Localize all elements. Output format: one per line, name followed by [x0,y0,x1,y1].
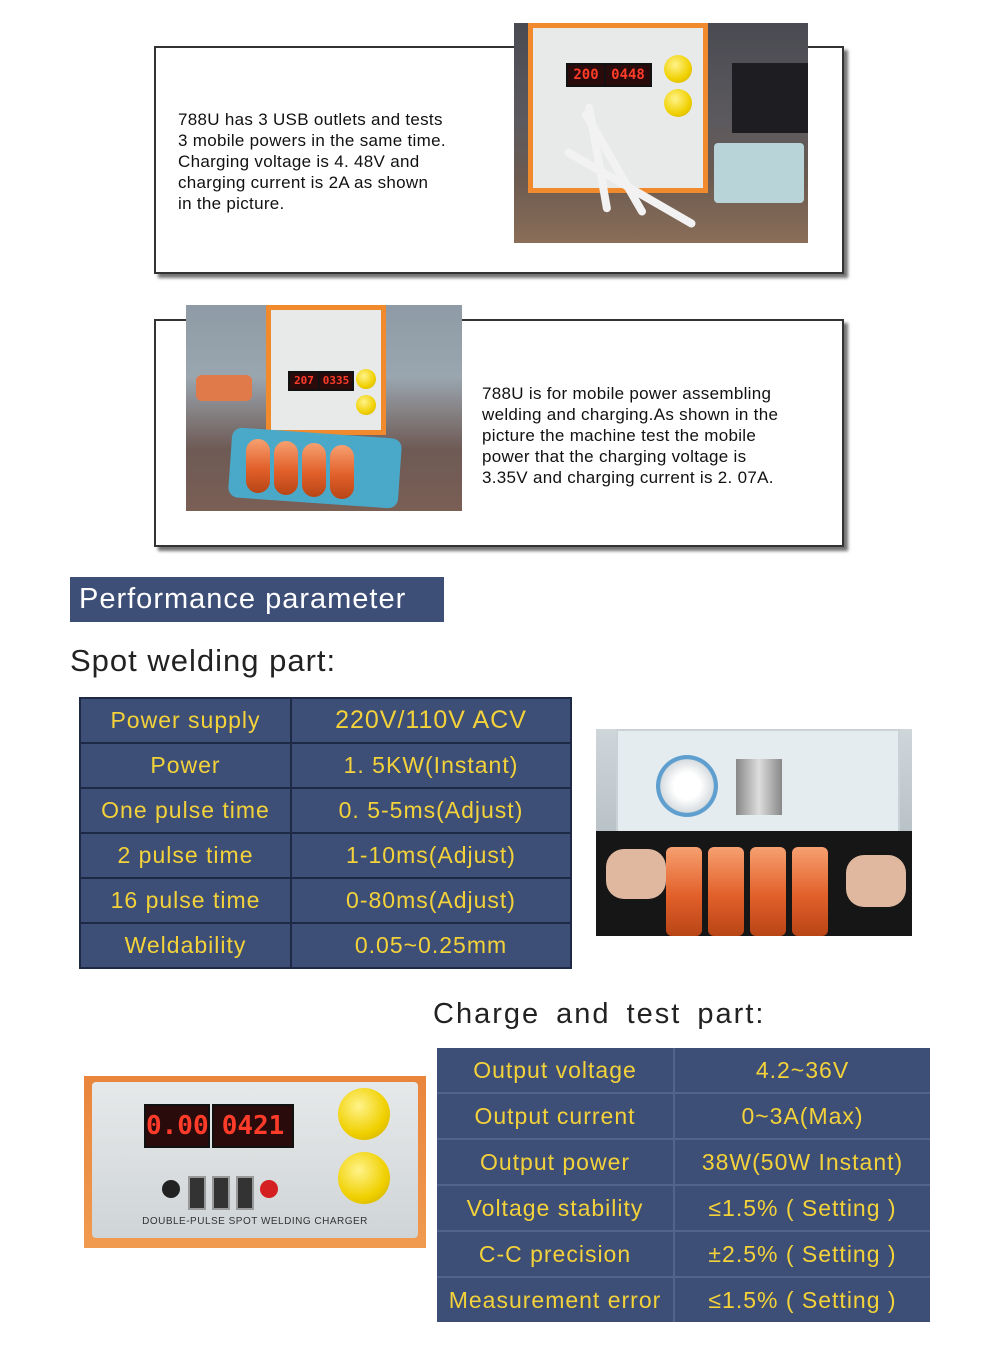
table-row [437,1139,930,1185]
battery-cell [330,445,354,499]
photo-usb-charging [514,23,808,243]
param-value: 0. 5-5ms(Adjust) [291,788,571,833]
power-bank [714,143,804,203]
table-row [437,1093,930,1139]
usb-line-5: in the picture. [178,194,285,213]
current-display: 0448 [604,63,652,87]
assembly-line-2: welding and charging.As shown in the [482,405,779,424]
table-row [80,743,571,788]
voltage-display: 200 [566,63,606,87]
hand [606,849,666,899]
voltage-display: 0.00 [144,1104,210,1148]
table-row [80,923,571,968]
battery-cell [246,439,270,493]
assembly-line-4: power that the charging voltage is [482,447,747,466]
knob-icon [338,1088,390,1140]
usb-line-2: 3 mobile powers in the same time. [178,131,446,150]
table-row [80,788,571,833]
param-name: 2 pulse time [80,833,291,878]
param-value: 38W(50W Instant) [674,1139,930,1185]
terminal-icon [162,1180,180,1198]
param-name: Output power [437,1139,674,1185]
current-display: 0421 [212,1104,294,1148]
param-name: Measurement error [437,1277,674,1322]
battery-cell [750,847,786,936]
battery-cell [302,443,326,497]
param-value: ±2.5% ( Setting ) [674,1231,930,1277]
assembly-line-5: 3.35V and charging current is 2. 07A. [482,468,774,487]
hand [846,855,906,907]
photo-spot-welding [596,729,912,936]
section-header: Performance parameter [70,577,444,622]
usb-line-1: 788U has 3 USB outlets and tests [178,110,443,129]
panel-footer-label: DOUBLE-PULSE SPOT WELDING CHARGER [142,1216,368,1227]
photo-battery-assembly [186,305,462,511]
spot-welding-heading: Spot welding part: [70,643,337,678]
terminal-icon [260,1180,278,1198]
param-value: 1. 5KW(Instant) [291,743,571,788]
voltage-display: 207 [288,371,320,391]
usb-port-icon [188,1176,206,1210]
table-row [437,1231,930,1277]
assembly-description [482,383,778,488]
table-row [437,1048,930,1093]
param-value: ≤1.5% ( Setting ) [674,1185,930,1231]
battery-cell [708,847,744,936]
knob-icon [664,89,692,117]
photo-charger-panel [84,1076,426,1248]
spot-welding-table [79,697,572,969]
param-value: 0.05~0.25mm [291,923,571,968]
param-name: Output current [437,1093,674,1139]
assembly-line-3: picture the machine test the mobile [482,426,757,445]
knob-icon [338,1152,390,1204]
table-row [80,698,571,743]
table-row [80,833,571,878]
welding-electrodes [736,759,782,815]
battery-cell [792,847,828,936]
param-name: 16 pulse time [80,878,291,923]
param-value: 220V/110V ACV [291,698,571,743]
current-dial-icon [656,755,718,817]
usb-description [178,109,446,214]
charge-test-heading: Charge and test part: [433,998,766,1030]
battery-stack [196,375,252,401]
param-name: Voltage stability [437,1185,674,1231]
table-row [80,878,571,923]
battery-cell [274,441,298,495]
assembly-line-1: 788U is for mobile power assembling [482,384,772,403]
param-name: Weldability [80,923,291,968]
param-name: Output voltage [437,1048,674,1093]
battery-cell [666,847,702,936]
param-value: ≤1.5% ( Setting ) [708,1286,897,1313]
knob-icon [664,55,692,83]
usb-port-icon [212,1176,230,1210]
table-row [437,1185,930,1231]
param-value: 0~3A(Max) [674,1093,930,1139]
knob-icon [356,369,376,389]
charge-test-table [437,1048,930,1322]
usb-port-icon [236,1176,254,1210]
current-display: 0335 [318,371,354,391]
param-name: Power supply [80,698,291,743]
knob-icon [356,395,376,415]
param-name: Power [80,743,291,788]
param-value: 1-10ms(Adjust) [291,833,571,878]
table-row [437,1277,930,1322]
param-value: 0-80ms(Adjust) [291,878,571,923]
usb-line-4: charging current is 2A as shown [178,173,429,192]
side-device [732,63,808,133]
param-name: One pulse time [80,788,291,833]
param-value: 4.2~36V [674,1048,930,1093]
param-name: C-C precision [437,1231,674,1277]
usb-line-3: Charging voltage is 4. 48V and [178,152,420,171]
